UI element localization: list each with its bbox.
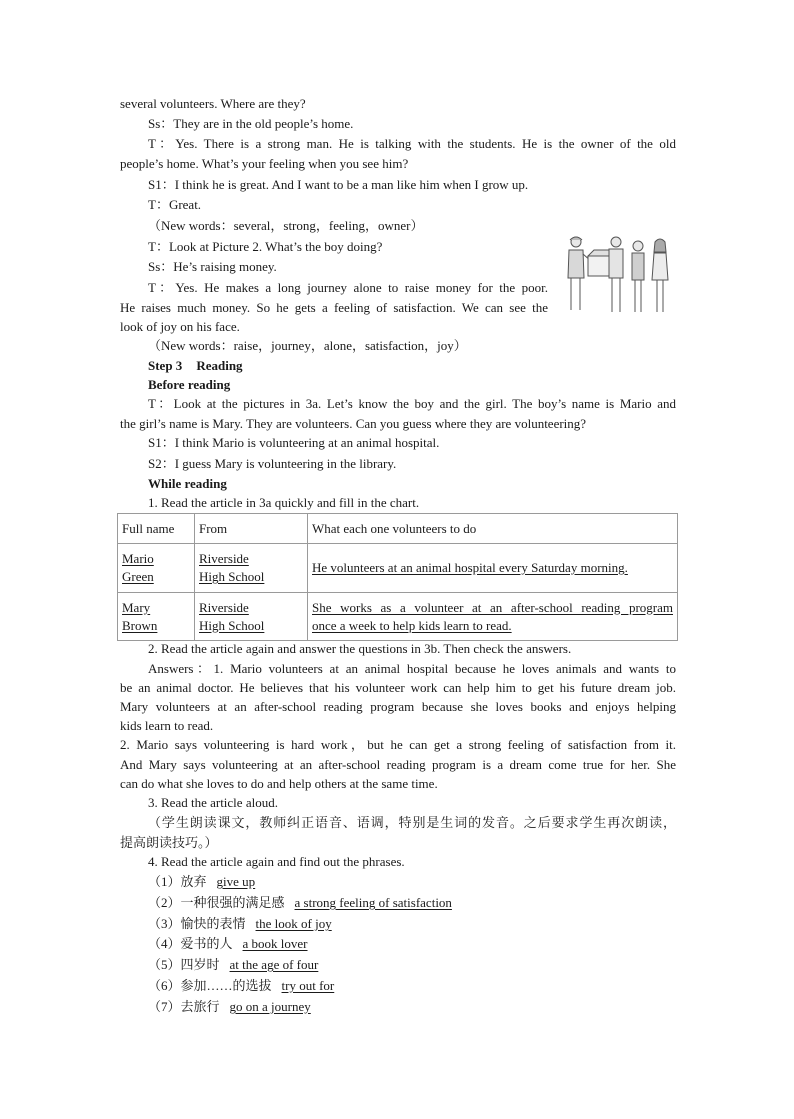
name-last: Brown — [122, 617, 158, 633]
text-line: He raises much money. So he gets a feeling of satisfaction. We can see the — [120, 300, 548, 315]
phrase-number: （1） — [148, 874, 181, 889]
before-reading-heading: Before reading — [148, 377, 231, 392]
name-first: Mario — [122, 551, 154, 566]
answer-line: And Mary says volunteering at an after-school reading program is a dream come true for her. She — [120, 757, 676, 772]
cell-volunteer-task — [308, 593, 678, 641]
text-line: T：Look at Picture 2. What’s the boy doing? — [148, 239, 383, 254]
task-instruction: 3. Read the article aloud. — [148, 795, 278, 810]
task-line-1: He volunteers at an animal hospital every Saturday morning. — [312, 560, 628, 575]
phrase-number: （2） — [148, 895, 181, 910]
phrase-chinese: 四岁时 — [180, 957, 220, 972]
phrase-chinese: 愉快的表情 — [180, 916, 246, 931]
text-line: look of joy on his face. — [120, 319, 240, 334]
answer-line: kids learn to read. — [120, 718, 214, 733]
task-instruction: 1. Read the article in 3a quickly and fill in the chart. — [148, 495, 420, 510]
header-volunteer-task: What each one volunteers to do — [308, 514, 678, 544]
new-words-line: （New words：raise，journey，alone，satisfaction，joy） — [148, 338, 467, 353]
answer-line: Mary volunteers at an after-school reading program because she loves books and enjoys helping — [120, 699, 676, 714]
new-words-line: （New words：several，strong，feeling，owner） — [148, 218, 424, 233]
from-line-2: High School — [199, 569, 265, 584]
phrase-number: （3） — [148, 916, 181, 931]
step-heading — [148, 357, 676, 375]
text-line: T：Look at the pictures in 3a. Let’s know the boy and the girl. The boy’s name is Mario and — [148, 396, 676, 411]
text-line: people’s home. What’s your feeling when you see him? — [120, 156, 409, 171]
answer-line: be an animal doctor. He believes that his volunteer work can help him to get his future dream job. — [120, 680, 676, 695]
phrase-chinese: 放弃 — [180, 874, 207, 889]
text-line: the girl’s name is Mary. They are volunteers. Can you guess where they are volunteering? — [120, 416, 587, 431]
phrase-english: a book lover — [242, 936, 308, 951]
text-line: S1：I think he is great. And I want to be a man like him when I grow up. — [148, 177, 529, 192]
task-line-2: once a week to help kids learn to read. — [312, 617, 512, 633]
step-number: Step 3 — [148, 358, 183, 373]
phrase-chinese: 去旅行 — [180, 999, 220, 1014]
phrase-english: give up — [216, 874, 256, 889]
phrase-english: go on a journey — [229, 999, 311, 1014]
text-line: T：Yes. There is a strong man. He is talking with the students. He is the owner of the old — [148, 136, 676, 151]
table-header-row — [118, 514, 678, 544]
cell-from — [195, 544, 308, 593]
from-line-1: Riverside — [199, 551, 249, 566]
text-line: T：Great. — [148, 197, 202, 212]
text-line: S1：I think Mario is volunteering at an animal hospital. — [148, 435, 440, 450]
name-first: Mary — [122, 599, 151, 615]
task-instruction: 4. Read the article again and find out the phrases. — [148, 854, 405, 869]
teacher-note: （学生朗读课文，教师纠正语音、语调，特别是生词的发音。之后要求学生再次朗读， — [148, 815, 676, 830]
name-last: Green — [122, 569, 154, 584]
cell-full-name — [118, 544, 195, 593]
phrase-english: at the age of four — [229, 957, 319, 972]
cell-volunteer-task — [308, 544, 678, 593]
phrase-number: （4） — [148, 936, 181, 951]
text-line: T：Yes. He makes a long journey alone to raise money for the poor. — [148, 280, 548, 295]
from-line-2: High School — [199, 617, 265, 633]
list-item — [148, 915, 676, 933]
phrase-english: a strong feeling of satisfaction — [294, 895, 452, 910]
phrase-number: （7） — [148, 999, 181, 1014]
volunteers-illustration — [560, 232, 678, 318]
cell-from — [195, 593, 308, 641]
answer-line: 2. Mario says volunteering is hard work，but he can get a strong feeling of satisfaction from it. — [120, 737, 676, 752]
step-title: Reading — [196, 358, 243, 373]
from-line-1: Riverside — [199, 599, 249, 615]
teacher-note: 提高朗读技巧。） — [120, 835, 218, 850]
table-row — [118, 593, 678, 641]
task-instruction: 2. Read the article again and answer the questions in 3b. Then check the answers. — [148, 641, 572, 656]
text-line: several volunteers. Where are they? — [120, 96, 306, 111]
header-full-name: Full name — [118, 514, 195, 544]
text-line: Ss：They are in the old people’s home. — [148, 116, 354, 131]
phrase-english: the look of joy — [255, 916, 332, 931]
list-item — [148, 956, 676, 974]
cell-full-name — [118, 593, 195, 641]
phrase-number: （6） — [148, 978, 181, 993]
list-item — [148, 935, 676, 953]
answer-line: Answers：1. Mario volunteers at an animal hospital because he loves animals and wants to — [148, 661, 676, 676]
text-line: S2：I guess Mary is volunteering in the library. — [148, 456, 397, 471]
list-item — [148, 977, 676, 995]
phrase-chinese: 爱书的人 — [180, 936, 233, 951]
header-from: From — [195, 514, 308, 544]
list-item — [148, 873, 676, 891]
phrase-chinese: 一种很强的满足感 — [180, 895, 285, 910]
list-item — [148, 998, 676, 1016]
phrase-number: （5） — [148, 957, 181, 972]
table-row — [118, 544, 678, 593]
phrase-chinese: 参加……的选拔 — [180, 978, 272, 993]
task-line-1: She works as a volunteer at an after-school reading program — [312, 599, 673, 615]
list-item — [148, 894, 676, 912]
volunteer-chart-table — [117, 513, 678, 641]
answer-line: can do what she loves to do and help others at the same time. — [120, 776, 438, 791]
phrase-english: try out for — [281, 978, 335, 993]
while-reading-heading: While reading — [148, 476, 227, 491]
text-line: Ss：He’s raising money. — [148, 259, 277, 274]
